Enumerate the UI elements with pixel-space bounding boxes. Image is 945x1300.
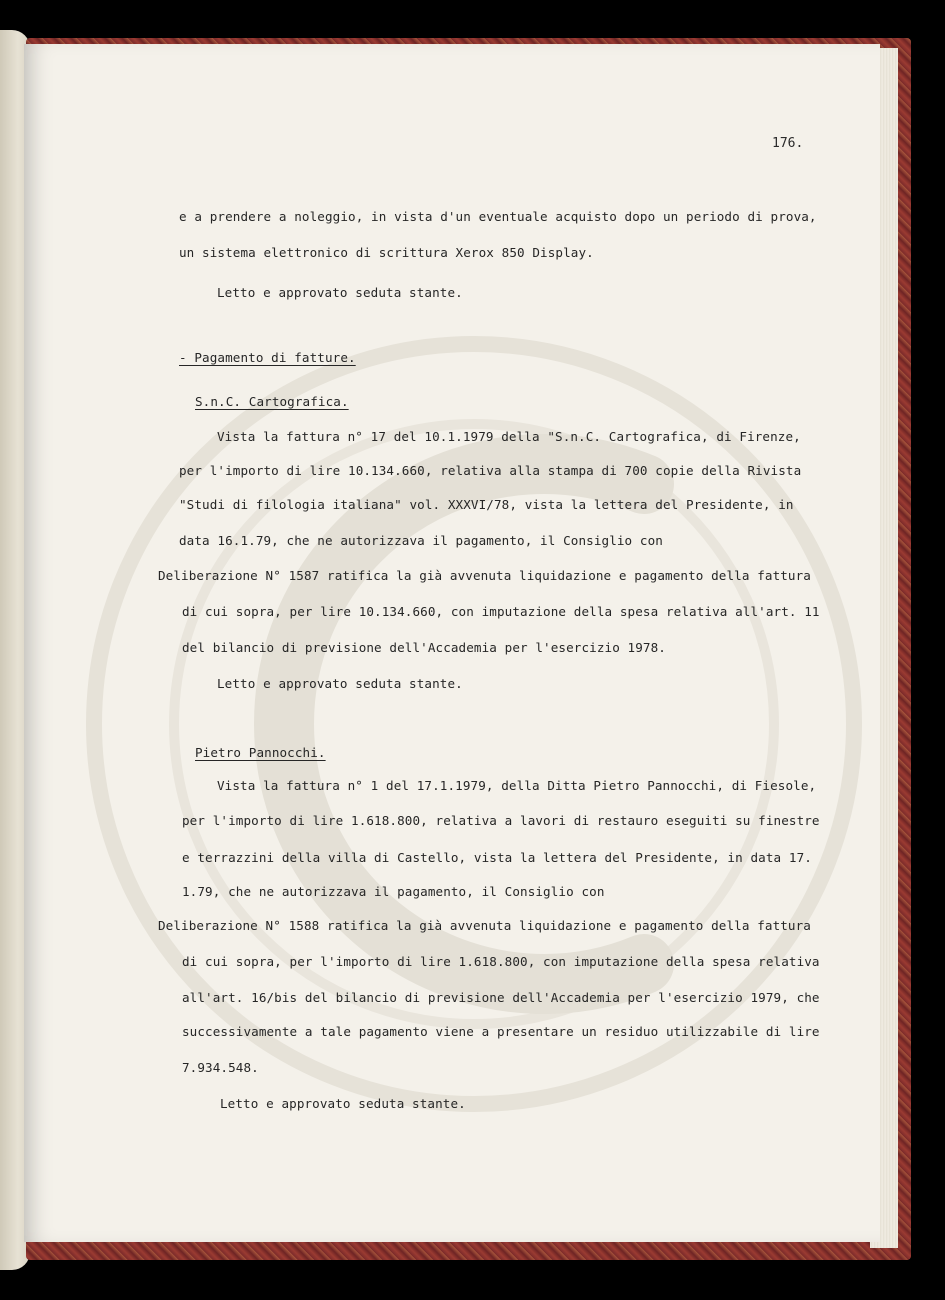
text-line: di cui sopra, per l'importo di lire 1.618.800, con imputazione della spesa relativa [182,954,820,969]
text-line: data 16.1.79, che ne autorizzava il pagamento, il Consiglio con [179,533,663,548]
text-line: un sistema elettronico di scrittura Xerox 850 Display. [179,245,594,260]
text-line: Deliberazione N° 1587 ratifica la già avvenuta liquidazione e pagamento della fattura [158,568,811,583]
text-line: del bilancio di previsione dell'Accademia per l'esercizio 1978. [182,640,666,655]
page-number: 176. [772,136,804,151]
text-line: Letto e approvato seduta stante. [217,285,463,300]
text-line: Letto e approvato seduta stante. [220,1096,466,1111]
text-line: di cui sopra, per lire 10.134.660, con imputazione della spesa relativa all'art. 11 [182,604,820,619]
text-line: all'art. 16/bis del bilancio di previsione dell'Accademia per l'esercizio 1979, che [182,990,820,1005]
section-heading: - Pagamento di fatture. [179,350,356,365]
text-line: e terrazzini della villa di Castello, vista la lettera del Presidente, in data 17. [182,850,812,865]
text-line: successivamente a tale pagamento viene a presentare un residuo utilizzabile di lire [182,1024,820,1039]
text-line: 1.79, che ne autorizzava il pagamento, il Consiglio con [182,884,605,899]
text-line: "Studi di filologia italiana" vol. XXXVI/78, vista la lettera del Presidente, in [179,497,794,512]
text-line: Vista la fattura n° 1 del 17.1.1979, della Ditta Pietro Pannocchi, di Fiesole, [217,778,817,793]
subsection-heading: Pietro Pannocchi. [195,745,326,760]
text-line: Vista la fattura n° 17 del 10.1.1979 della "S.n.C. Cartografica, di Firenze, [217,429,801,444]
subsection-heading: S.n.C. Cartografica. [195,394,349,409]
text-line: Letto e approvato seduta stante. [217,676,463,691]
text-line: per l'importo di lire 10.134.660, relativa alla stampa di 700 copie della Rivista [179,463,802,478]
text-line: 7.934.548. [182,1060,259,1075]
text-line: e a prendere a noleggio, in vista d'un eventuale acquisto dopo un periodo di prova, [179,209,817,224]
document-page [24,44,880,1242]
text-line: Deliberazione N° 1588 ratifica la già avvenuta liquidazione e pagamento della fattura [158,918,811,933]
text-line: per l'importo di lire 1.618.800, relativa a lavori di restauro eseguiti su finestre [182,813,820,828]
